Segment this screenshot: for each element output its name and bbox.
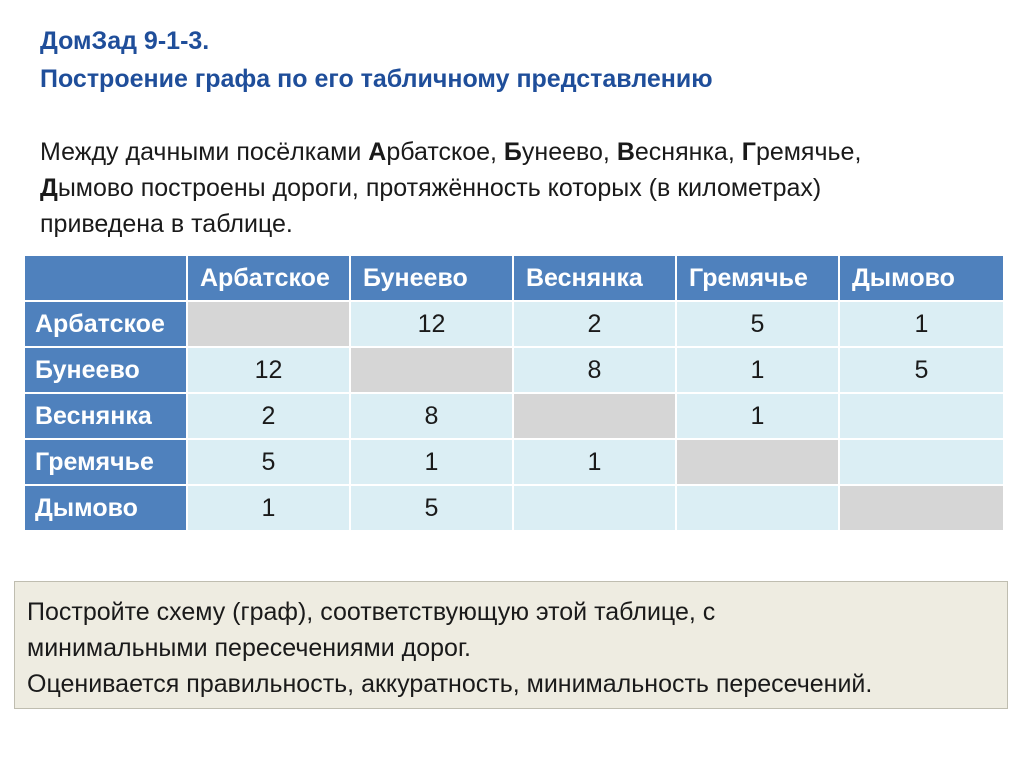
settlement-initial: Г [741, 138, 756, 166]
table-row [24, 393, 1004, 439]
settlement-initial: А [368, 138, 387, 166]
diagonal-cell [676, 439, 839, 485]
settlement-name-rest: ымово [57, 174, 134, 202]
distance-cell [676, 485, 839, 531]
distance-cell: 5 [187, 439, 350, 485]
distance-cell: 1 [187, 485, 350, 531]
table-row [24, 439, 1004, 485]
column-header: Бунеево [350, 255, 513, 301]
task-line: Оценивается правильность, аккуратность, минимальность пересечений. [27, 670, 873, 698]
separator: , [490, 138, 504, 166]
table-corner-cell [24, 255, 187, 301]
settlement-initial: Д [40, 174, 58, 202]
separator: , [854, 138, 862, 166]
slide-heading [40, 22, 713, 98]
settlement-name-rest: унеево [521, 138, 603, 166]
settlement-initial: Б [503, 138, 522, 166]
distance-cell: 1 [676, 347, 839, 393]
intro-prefix: Между дачными посёлками [40, 138, 369, 166]
distance-cell: 5 [676, 301, 839, 347]
settlement-name-rest: еснянка [634, 138, 728, 166]
row-header: Арбатское [24, 301, 187, 347]
distance-cell: 8 [513, 347, 676, 393]
row-header: Бунеево [24, 347, 187, 393]
table-row [24, 301, 1004, 347]
homework-number: ДомЗад 9-1-3. [40, 27, 210, 55]
distance-cell [513, 485, 676, 531]
table-header-row [24, 255, 1004, 301]
settlement-name-rest: рбатское [386, 138, 491, 166]
column-header: Арбатское [187, 255, 350, 301]
distance-cell: 12 [187, 347, 350, 393]
task-line: Постройте схему (граф), соответствующую этой таблице, с [27, 598, 716, 626]
column-header: Дымово [839, 255, 1004, 301]
distance-cell: 5 [839, 347, 1004, 393]
slide-title: Построение графа по его табличному представлению [40, 65, 713, 93]
diagonal-cell [187, 301, 350, 347]
distance-cell: 1 [676, 393, 839, 439]
table-row [24, 347, 1004, 393]
distance-cell: 2 [187, 393, 350, 439]
task-line: минимальными пересечениями дорог. [27, 634, 471, 662]
distance-cell: 8 [350, 393, 513, 439]
diagonal-cell [350, 347, 513, 393]
intro-suffix-2: приведена в таблице. [40, 210, 293, 238]
distance-cell [839, 439, 1004, 485]
distance-cell: 12 [350, 301, 513, 347]
row-header: Дымово [24, 485, 187, 531]
diagonal-cell [839, 485, 1004, 531]
settlement-initial: В [616, 138, 635, 166]
distance-cell: 2 [513, 301, 676, 347]
settlement-name-rest: ремячье [755, 138, 855, 166]
distance-cell: 1 [839, 301, 1004, 347]
distance-cell: 1 [513, 439, 676, 485]
distance-table [23, 254, 1005, 532]
distance-cell: 5 [350, 485, 513, 531]
intro-suffix: построены дороги, протяжённость которых (в километрах) [133, 174, 822, 202]
row-header: Веснянка [24, 393, 187, 439]
task-box [14, 581, 1008, 709]
separator: , [727, 138, 742, 166]
column-header: Веснянка [513, 255, 676, 301]
separator: , [602, 138, 617, 166]
distance-cell [839, 393, 1004, 439]
problem-statement [40, 134, 1000, 242]
column-header: Гремячье [676, 255, 839, 301]
distance-cell: 1 [350, 439, 513, 485]
diagonal-cell [513, 393, 676, 439]
row-header: Гремячье [24, 439, 187, 485]
table-row [24, 485, 1004, 531]
